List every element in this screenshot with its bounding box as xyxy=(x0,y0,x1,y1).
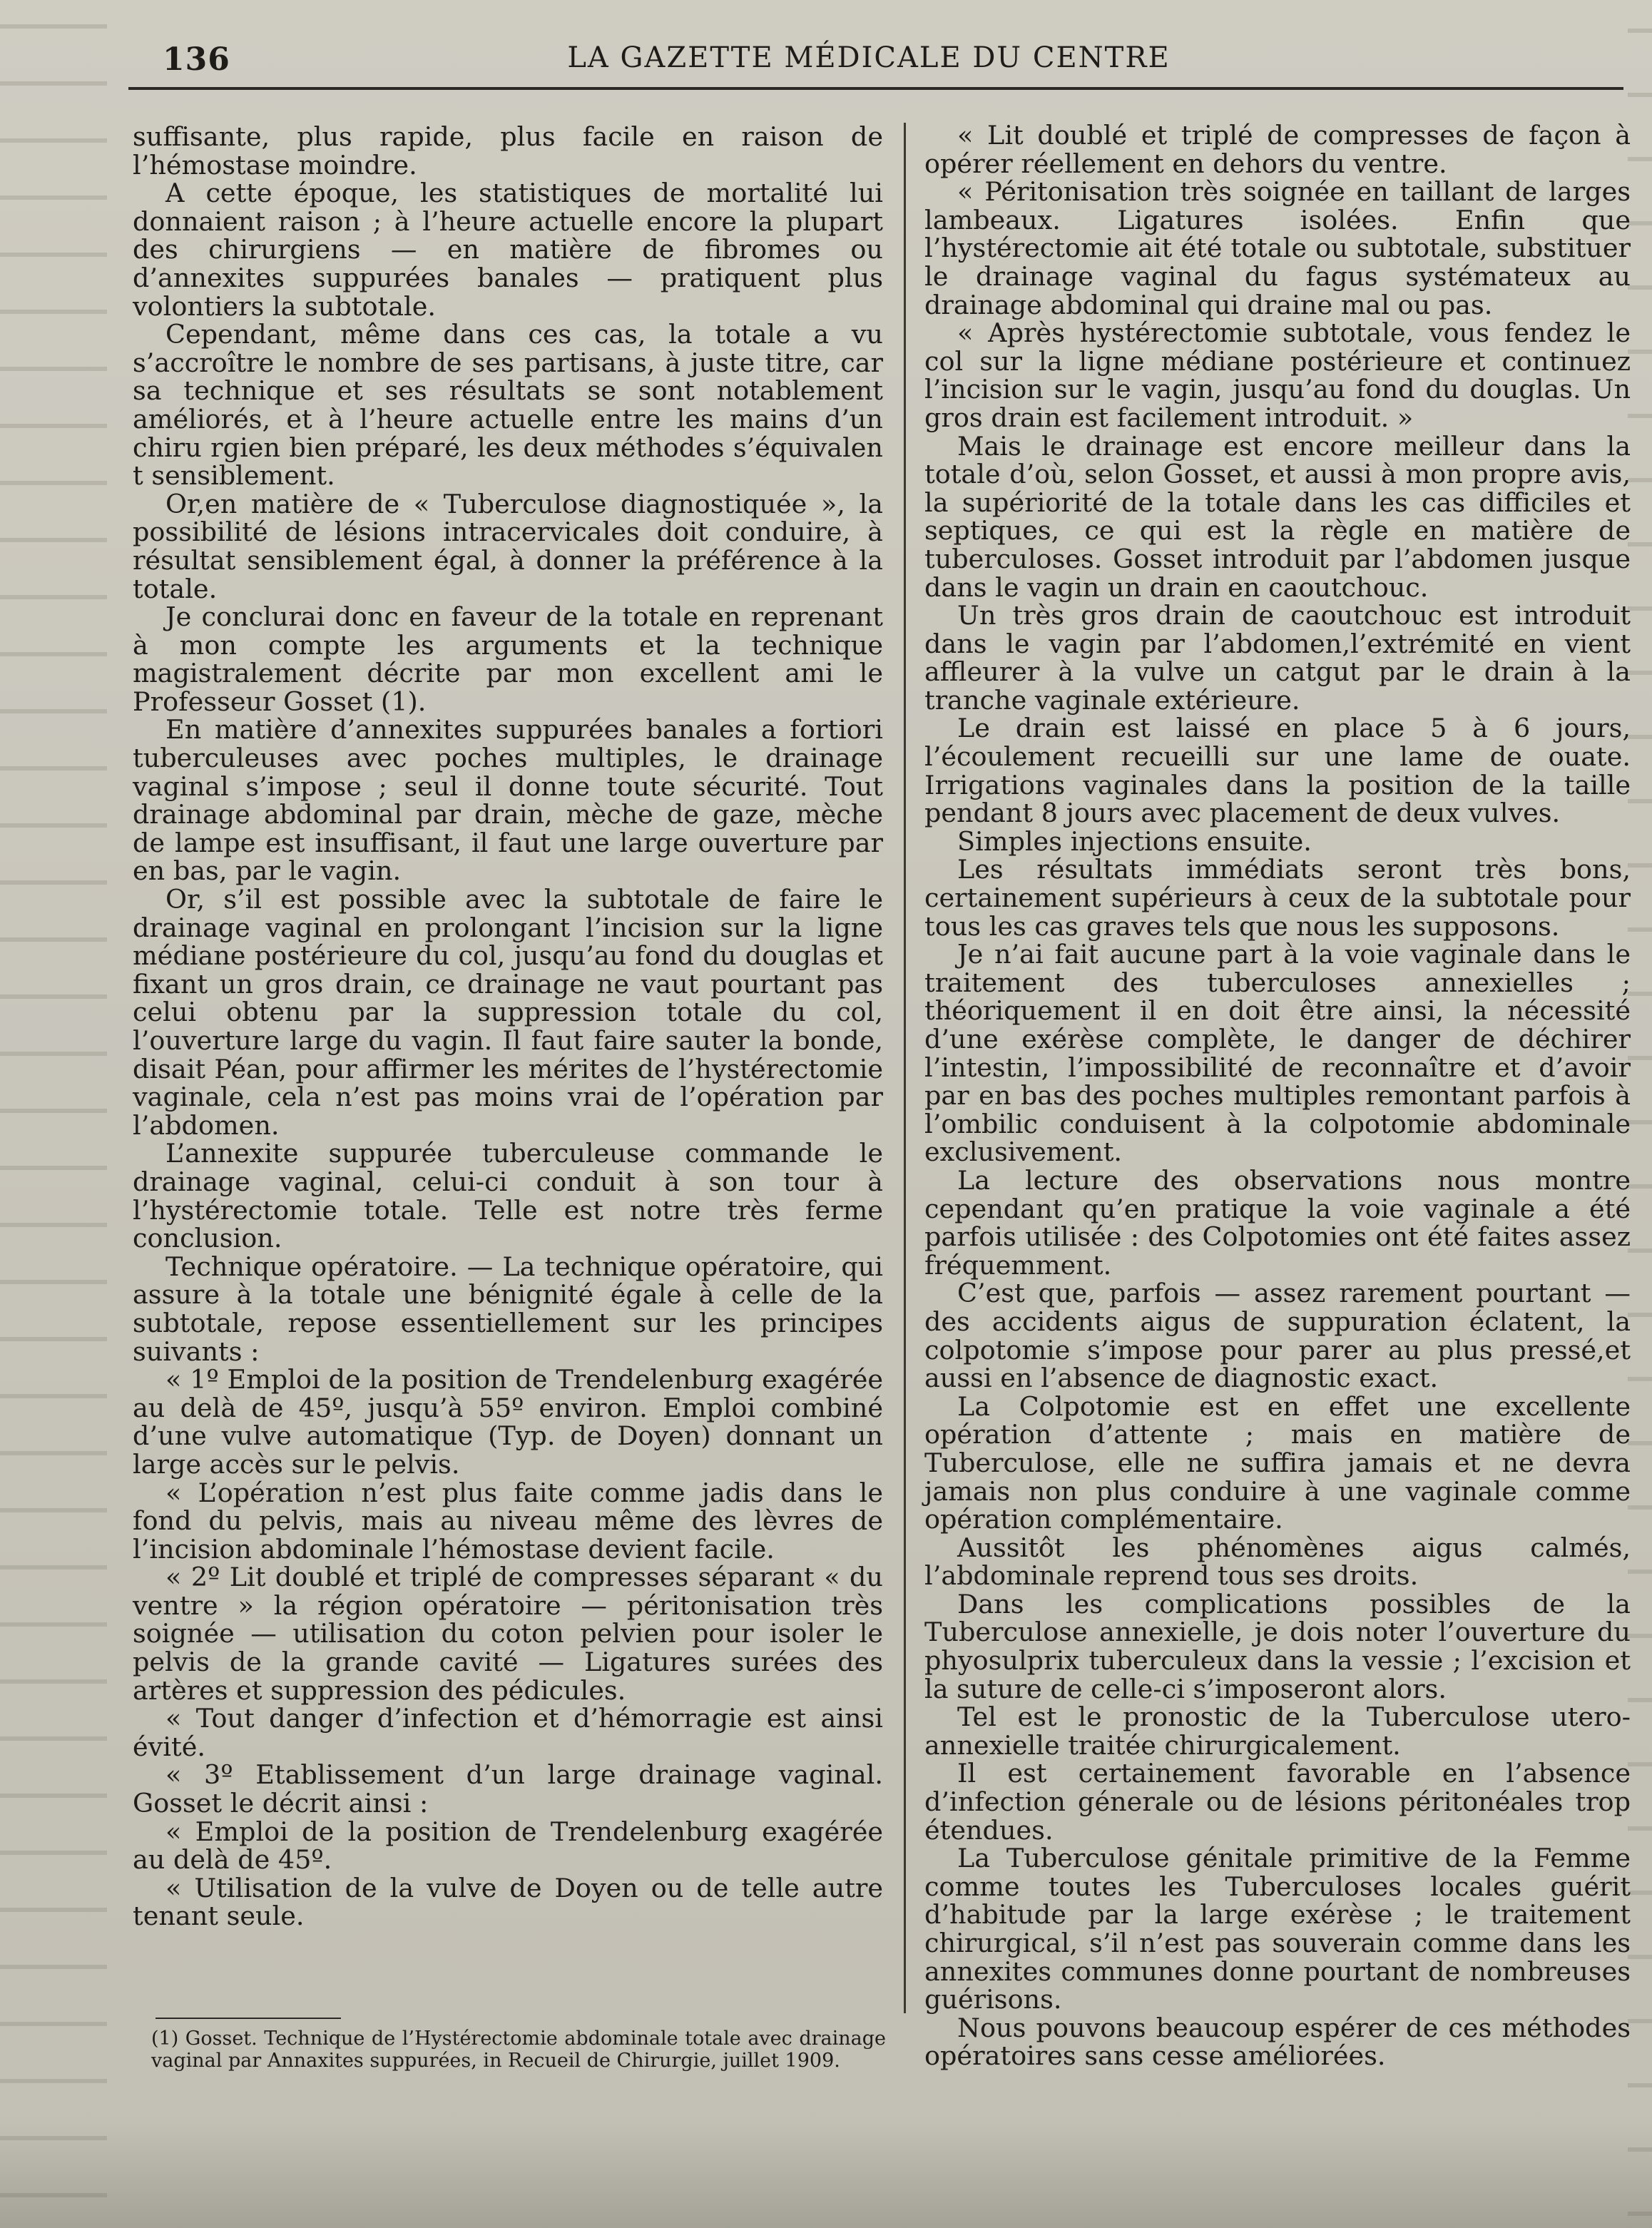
paragraph: Mais le drainage est encore meilleur dans la totale d’où, selon Gosset, et aussi à mon propre avis, la supériorité de la totale dans les cas difficiles et septiques, ce qui est la règle en matière de tuberculoses. Gosset introduit par l’abdomen jusque dans le vagin un drain en caoutchouc. xyxy=(924,430,1631,603)
paragraph: C’est que, parfois — assez rarement pourtant — des accidents aigus de suppuration éclatent, la colpotomie s’impose pour parer au plus pressé,et aussi en l’absence de diagnostic exact. xyxy=(924,1278,1631,1394)
page-bottom-shadow xyxy=(0,2121,1652,2228)
paragraph: « Utilisation de la vulve de Doyen ou de telle autre tenant seule. xyxy=(133,1872,883,1932)
paragraph: « Lit doublé et triplé de compresses de façon à opérer réellement en dehors du ventre. xyxy=(924,120,1631,179)
paragraph: « 1º Emploi de la position de Trendelenburg exagérée au delà de 45º, jusqu’à 55º environ. Emploi combiné d’une vulve automatique (Typ. de Doyen) donnant un large accès sur le pelvis. xyxy=(133,1364,883,1480)
paragraph: Dans les complications possibles de la Tuberculose annexielle, je dois noter l’ouverture du phyosulprix tuberculeux dans la vessie ; l’excision et la suture de celle-ci s’imposeront alors. xyxy=(924,1588,1631,1704)
paragraph: Je n’ai fait aucune part à la voie vaginale dans le traitement des tuberculoses annexielles ; théoriquement il en doit être ainsi, la nécessité d’une exérèse complète, le danger de déchirer l’intestin, l’impossibilité de reconnaître et d’avoir par en bas des poches multiples remontant parfois à l’ombilic conduisent à la colpotomie abdominale exclusivement. xyxy=(924,939,1631,1168)
page-number: 136 xyxy=(163,41,230,78)
paragraph: Aussitôt les phénomènes aigus calmés, l’abdominale reprend tous ses droits. xyxy=(924,1532,1631,1592)
paragraph: Un très gros drain de caoutchouc est introduit dans le vagin par l’abdomen,l’extrémité en vient affleurer à la vulve un catgut par le drain à la tranche vaginale extérieure. xyxy=(924,600,1631,716)
paragraph: Or, s’il est possible avec la subtotale de faire le drainage vaginal en prolongant l’incision sur la ligne médiane postérieure du col, jusqu’au fond du douglas et fixant un gros drain, ce drainage ne vaut pourtant pas celui obtenu par la suppression totale du col, l’ouverture large du vagin. Il faut faire sauter la bonde, disait Péan, pour affirmer les mérites de l’hystérectomie vaginale, cela n’est pas moins vrai de l’opération par l’abdomen. xyxy=(133,884,883,1141)
paragraph: Les résultats immédiats seront très bons, certainement supérieurs à ceux de la subtotale pour tous les cas graves tels que nous les supposons. xyxy=(924,854,1631,942)
header-rule xyxy=(128,87,1623,90)
paragraph: « Tout danger d’infection et d’hémorragie est ainsi évité. xyxy=(133,1703,883,1762)
page-header xyxy=(114,37,1623,87)
journal-title: LA GAZETTE MÉDICALE DU CENTRE xyxy=(567,41,1171,74)
paragraph: « Péritonisation très soignée en taillant de larges lambeaux. Ligatures isolées. Enfin que l’hystérectomie ait été totale ou subtotale, substituer le drainage vaginal du fagus systémateux au drainage abdominal qui draine mal ou pas. xyxy=(924,176,1631,320)
paragraph: Tel est le pronostic de la Tuberculose utero-annexielle traitée chirurgicalement. xyxy=(924,1701,1631,1761)
paragraph: suffisante, plus rapide, plus facile en raison de l’hémostase moindre. xyxy=(133,121,883,180)
paragraph: Or,en matière de « Tuberculose diagnostiquée », la possibilité de lésions intracervicales doit conduire, à résultat sensiblement égal, à donner la préférence à la totale. xyxy=(133,488,883,604)
footnote: (1) Gosset. Technique de l’Hystérectomie abdominale totale avec drainage vaginal par Annaxites suppurées, in Recueil de Chirurgie, juillet 1909. xyxy=(151,2028,886,2072)
paragraph: « L’opération n’est plus faite comme jadis dans le fond du pelvis, mais au niveau même des lèvres de l’incision abdominale l’hémostase devient facile. xyxy=(133,1477,883,1565)
facing-page-bleed-left xyxy=(0,0,107,2228)
facing-page-bleed-right xyxy=(1628,0,1652,2228)
paragraph: Il est certainement favorable en l’absence d’infection génerale ou de lésions péritonéales trop étendues. xyxy=(924,1758,1631,1846)
paragraph: La Colpotomie est en effet une excellente opération d’attente ; mais en matière de Tuberculose, elle ne suffira jamais et ne devra jamais non plus conduire à une vaginale comme opération complémentaire. xyxy=(924,1390,1631,1535)
paragraph: L’annexite suppurée tuberculeuse commande le drainage vaginal, celui-ci conduit à son tour à l’hystérectomie totale. Telle est notre très ferme conclusion. xyxy=(133,1138,883,1254)
paragraph: Nous pouvons beaucoup espérer de ces méthodes opératoires sans cesse améliorées. xyxy=(924,2012,1631,2072)
right-column xyxy=(924,121,1631,2070)
paragraph: « 2º Lit doublé et triplé de compresses séparant « du ventre » la région opératoire — péritonisation très soignée — utilisation du coton pelvien pour isoler le pelvis de la grande cavité — Ligatures surées des artères et suppression des pédicules. xyxy=(133,1562,883,1706)
paragraph-technique-operatoire: Technique opératoire. — La technique opératoire, qui assure à la totale une bénignité égale à celle de la subtotale, repose essentiellement sur les principes suivants : xyxy=(133,1251,883,1367)
paragraph: « 3º Etablissement d’un large drainage vaginal. Gosset le décrit ainsi : xyxy=(133,1759,883,1819)
footnote-rule xyxy=(155,2018,341,2019)
paragraph: « Emploi de la position de Trendelenburg exagérée au delà de 45º. xyxy=(133,1816,883,1876)
left-column xyxy=(133,123,883,1931)
column-divider xyxy=(904,123,906,2013)
paragraph: En matière d’annexites suppurées banales a fortiori tuberculeuses avec poches multiples, le drainage vaginal s’impose ; seul il donne toute sécurité. Tout drainage abdominal par drain, mèche de gaze, mèche de lampe est insuffisant, il faut une large ouverture par en bas, par le vagin. xyxy=(133,714,883,887)
paragraph: Le drain est laissé en place 5 à 6 jours, l’écoulement recueilli sur une lame de ouate. Irrigations vaginales dans la position de la taille pendant 8 jours avec placement de deux vulves. xyxy=(924,713,1631,829)
paragraph: La Tuberculose génitale primitive de la Femme comme toutes les Tuberculoses locales guérit d’habitude par la large exérèse ; le traitement chirurgical, s’il n’est pas souverain comme dans les annexites communes donne pourtant de nombreuses guérisons. xyxy=(924,1843,1631,2015)
paragraph: Je conclurai donc en faveur de la totale en reprenant à mon compte les arguments et la technique magistralement décrite par mon excellent ami le Professeur Gosset (1). xyxy=(133,601,883,717)
paragraph: Simples injections ensuite. xyxy=(957,825,1312,857)
paragraph: Cependant, même dans ces cas, la totale a vu s’accroître le nombre de ses partisans, à juste titre, car sa technique et ses résultats se sont notablement améliorés, et à l’heure actuelle entre les mains d’un chiru rgien bien préparé, les deux méthodes s’équivalen t sensiblement. xyxy=(133,319,883,492)
paragraph: A cette époque, les statistiques de mortalité lui donnaient raison ; à l’heure actuelle encore la plupart des chirurgiens — en matière de fibromes ou d’annexites suppurées banales — pratiquent plus volontiers la subtotale. xyxy=(133,178,883,322)
paragraph: « Après hystérectomie subtotale, vous fendez le col sur la ligne médiane postérieure et continuez l’incision sur le vagin, jusqu’au fond du douglas. Un gros drain est facilement introduit. » xyxy=(924,317,1631,433)
paragraph: La lecture des observations nous montre cependant qu’en pratique la voie vaginale a été parfois utilisée : des Colpotomies ont été faites assez fréquemment. xyxy=(924,1164,1631,1281)
